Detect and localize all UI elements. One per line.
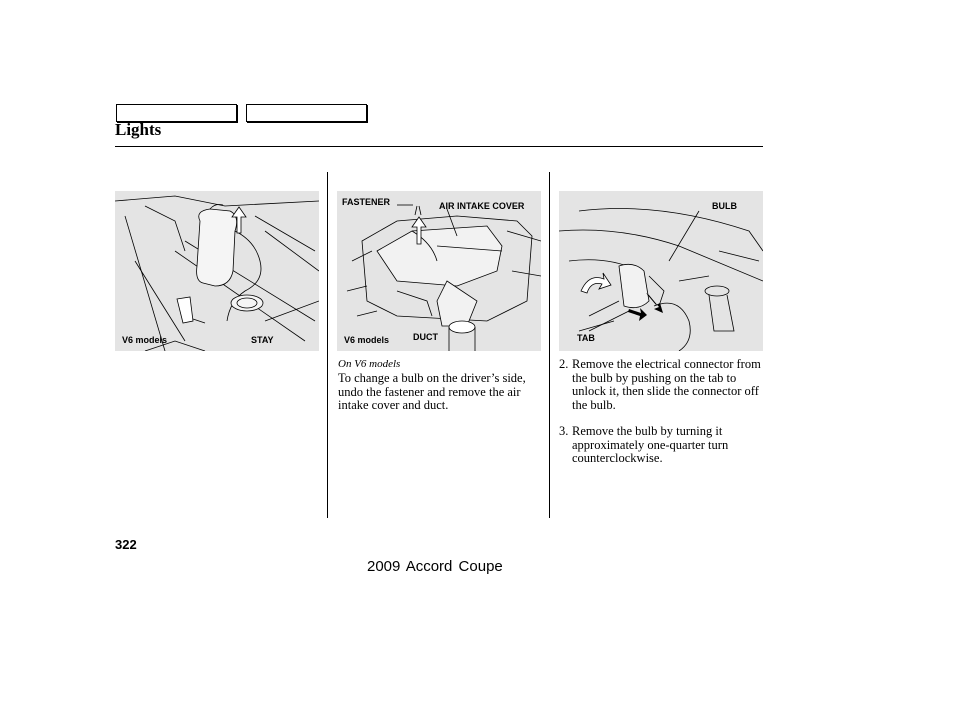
reservoir-illustration (115, 191, 319, 351)
label-v6-models: V6 models (122, 335, 168, 345)
page-number: 322 (115, 537, 137, 552)
label-stay: STAY (251, 335, 274, 345)
step-3 (559, 425, 769, 466)
step-text: Remove the electrical connector from the bulb by pushing on the tab to unlock it, then slide the connector off the bulb. (572, 357, 761, 412)
label-fastener: FASTENER (342, 197, 391, 207)
figure-caption: On V6 models (338, 358, 401, 370)
bulb-illustration (559, 191, 763, 351)
figure-air-intake (337, 191, 541, 351)
step-text: Remove the bulb by turning it approximately one-quarter turn counterclockwise. (572, 424, 729, 465)
step-2 (559, 358, 769, 412)
figure-headlight-bulb (559, 191, 763, 351)
step-number: 2. (559, 357, 569, 371)
title-rule (115, 146, 763, 147)
instruction-paragraph: To change a bulb on the driver’s side, undo the fastener and remove the air intake cover and duct. (338, 371, 526, 412)
figure-washer-reservoir (115, 191, 319, 351)
column-divider-2 (549, 172, 550, 518)
air-intake-illustration (337, 191, 541, 351)
label-v6-models: V6 models (344, 335, 390, 345)
label-air-intake-cover: AIR INTAKE COVER (439, 201, 525, 211)
label-bulb: BULB (712, 201, 737, 211)
nav-tab-2[interactable] (246, 104, 367, 122)
step-number: 3. (559, 424, 569, 438)
book-title: 2009 Accord Coupe (367, 558, 503, 575)
label-tab: TAB (577, 333, 595, 343)
label-duct: DUCT (413, 332, 438, 342)
section-title: Lights (115, 120, 162, 139)
column-divider-1 (327, 172, 328, 518)
